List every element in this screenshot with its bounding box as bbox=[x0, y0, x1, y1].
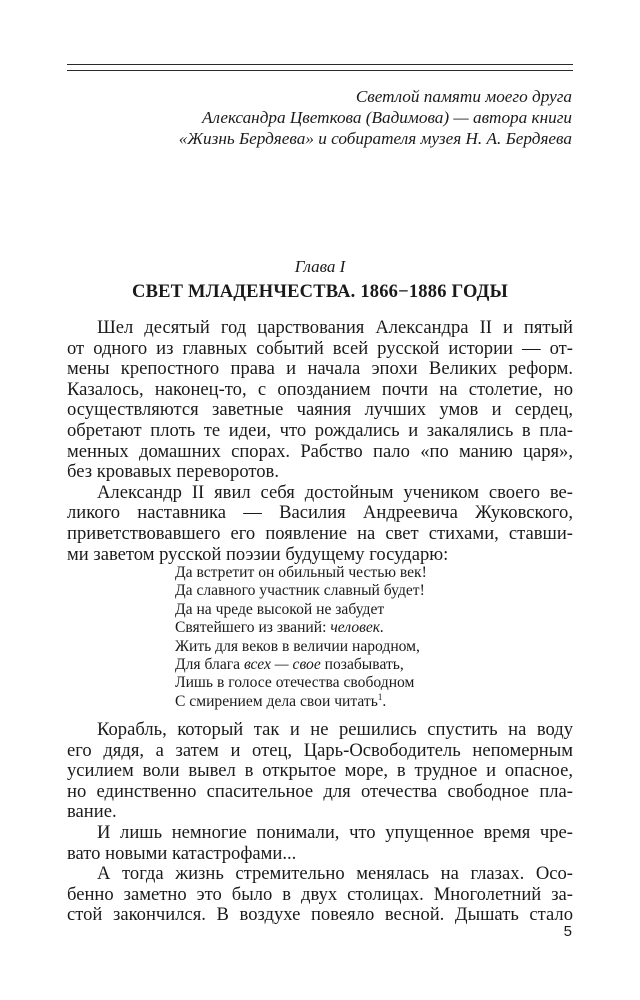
text-line: но единственно спасительное для отечества свободное пла- bbox=[67, 780, 573, 802]
text-line: Казалось, наконец-то, с опозданием почти на столетие, но bbox=[67, 378, 573, 400]
dedication bbox=[92, 86, 572, 149]
dedication-line: Светлой памяти моего друга bbox=[355, 87, 572, 106]
poem-text: С смирением дела свои читать bbox=[175, 692, 378, 710]
text-line: осуществляются заветные чаяния лучших умов и сердец, bbox=[67, 399, 573, 421]
poem-line: Да на чреде высокой не забудет bbox=[175, 600, 385, 618]
text-line: стой закончился. В воздухе повеяло весной. Дышать стало bbox=[67, 904, 573, 926]
text-line: А тогда жизнь стремительно менялась на глазах. Осо- bbox=[97, 863, 573, 885]
poem-line: Жить для веков в величии народном, bbox=[175, 637, 420, 655]
text-line: без кровавых переворотов. bbox=[67, 461, 279, 483]
body-text-before-poem bbox=[67, 318, 573, 565]
chapter-title: СВЕТ МЛАДЕНЧЕСТВА. 1866−1886 ГОДЫ bbox=[132, 282, 508, 302]
poem-line: Да славного участник славный будет! bbox=[175, 582, 425, 600]
text-line: усилием воли вывел в открытое море, в трудное и опасное, bbox=[67, 760, 573, 782]
footnote-mark: 1 bbox=[377, 691, 383, 702]
text-line: вато новыми катастрофами... bbox=[67, 842, 297, 864]
header-rule-bottom bbox=[67, 70, 573, 71]
text-line: И лишь немногие понимали, что упущенное время чре- bbox=[97, 821, 573, 843]
text-line: его дядя, а затем и отец, Царь-Освободитель непомерным bbox=[67, 739, 573, 761]
poem-line bbox=[175, 693, 427, 711]
poem-emphasis: всех — свое bbox=[243, 656, 321, 674]
chapter-label: Глава I bbox=[294, 257, 346, 276]
text-line: ликого наставника — Василия Андреевича Жуковского, bbox=[67, 502, 573, 524]
poem bbox=[175, 564, 427, 711]
text-line: менных домашних спорах. Рабство пало «по манию царя», bbox=[67, 440, 573, 462]
text-line: ми заветом русской поэзии будущему государю: bbox=[67, 543, 449, 565]
header-rule-top bbox=[67, 64, 573, 65]
page-number: 5 bbox=[563, 923, 572, 940]
poem-text: . bbox=[382, 692, 387, 710]
body-text-after-poem bbox=[67, 720, 573, 926]
text-line: вание. bbox=[67, 801, 117, 823]
poem-line: Лишь в голосе отечества свободном bbox=[175, 674, 415, 692]
dedication-line: «Жизнь Бердяева» и собирателя музея Н. А. Бердяева bbox=[178, 129, 572, 148]
text-line: обретают плоть те идеи, что рождались и закалялись в пла- bbox=[67, 419, 573, 441]
poem-text: Для блага bbox=[175, 656, 244, 674]
text-line: мены крепостного права и начала эпохи Великих реформ. bbox=[67, 358, 573, 380]
text-line: Александр II явил себя достойным учеником своего ве- bbox=[97, 481, 573, 503]
text-line: Корабль, который так и не решились спустить на воду bbox=[97, 719, 573, 740]
dedication-line: Александра Цветкова (Вадимова) — автора книги bbox=[201, 108, 572, 127]
poem-line: Да встретит он обильный честью век! bbox=[175, 564, 427, 581]
poem-line bbox=[175, 619, 427, 637]
text-line: Шел десятый год царствования Александра II и пятый bbox=[97, 317, 573, 338]
poem-text: позабывать, bbox=[320, 656, 404, 674]
text-line: приветствовавшего его появление на свет стихами, ставши- bbox=[67, 522, 573, 544]
text-line: от одного из главных событий всей русской истории — от- bbox=[67, 337, 573, 359]
poem-emphasis: человек. bbox=[330, 619, 385, 637]
text-line: бенно заметно это было в двух столицах. Многолетний за- bbox=[67, 883, 573, 905]
poem-text: Святейшего из званий: bbox=[175, 619, 331, 637]
poem-line bbox=[175, 656, 427, 674]
